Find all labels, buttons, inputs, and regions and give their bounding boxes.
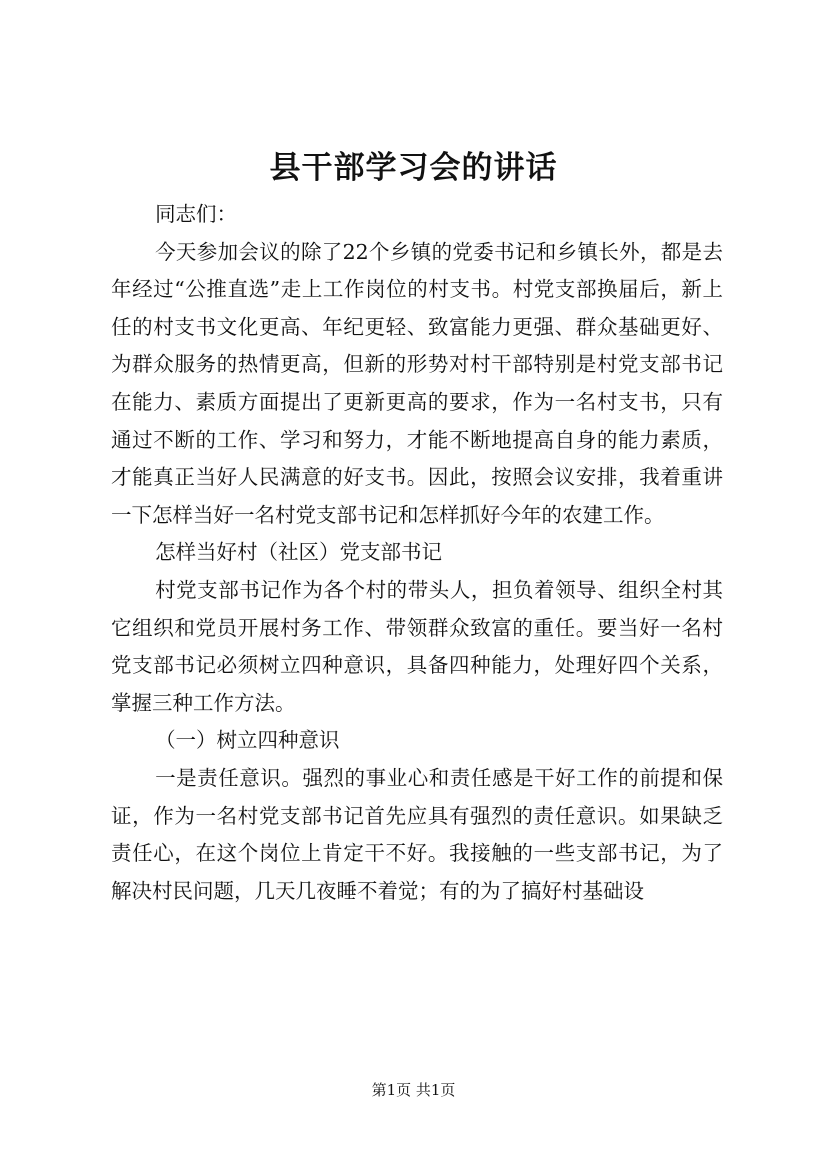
paragraph-section-intro: 村党支部书记作为各个村的带头人，担负着领导、组织全村其它组织和党员开展村务工作、带领群众致富的重任。要当好一名村党支部书记必须树立四种意识，具备四种能力，处理好四个关系，掌握三种工作方法。 (111, 577, 723, 715)
section-heading: 怎样当好村（社区）党支部书记 (155, 540, 443, 565)
paragraph-salutation: 同志们： (155, 202, 238, 226)
paragraph-responsibility: 一是责任意识。强烈的事业心和责任感是干好工作的前提和保证，作为一名村党支部书记首先应具有强烈的责任意识。如果缺乏责任心，在这个岗位上肯定干不好。我接触的一些支部书记，为了解决村民问题，几天几夜睡不着觉；有的为了搞好村基础设 (111, 765, 723, 903)
subsection-heading: （一）树立四种意识 (155, 728, 340, 753)
page-footer: 第1页 共1页 (371, 1081, 456, 1099)
paragraph-intro: 今天参加会议的除了22个乡镇的党委书记和乡镇长外，都是去年经过“公推直选”走上工作岗位的村支书。村党支部换届后，新上任的村支书文化更高、年纪更轻、致富能力更强、群众基础更好、为群众服务的热情更高，但新的形势对村干部特别是村党支部书记在能力、素质方面提出了更新更高的要求，作为一名村支书，只有通过不断的工作、学习和努力，才能不断地提高自身的能力素质，才能真正当好人民满意的好支书。因此，按照会议安排，我着重讲一下怎样当好一名村党支部书记和怎样抓好今年的农建工作。 (111, 239, 723, 527)
document-body (111, 196, 723, 910)
document-title: 县干部学习会的讲话 (269, 150, 558, 186)
